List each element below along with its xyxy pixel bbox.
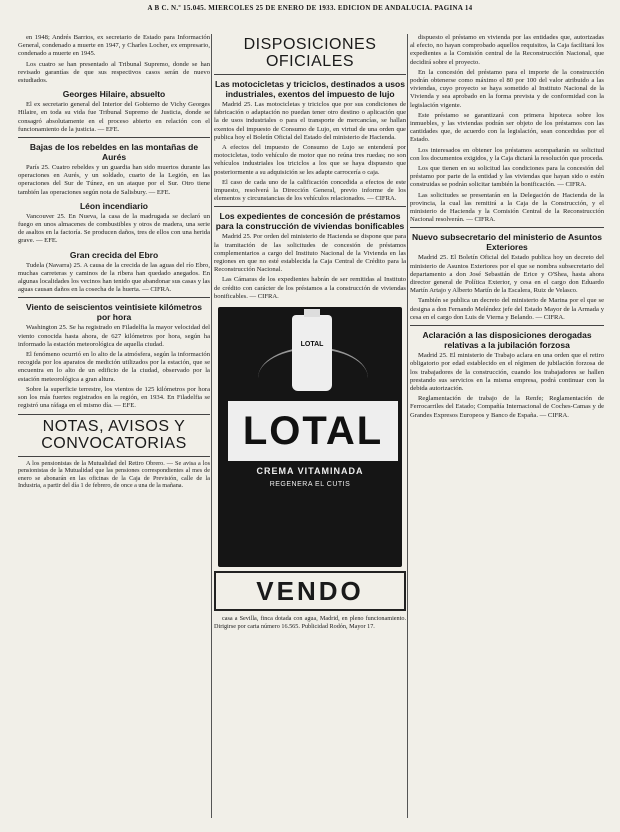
classified-text: casa a Sevilla, finca dotada con agua, Madrid, en pleno funcionamiento. Dirigirse por carta número 16.565. Publicidad Rodón, Mayor 17.: [214, 615, 406, 630]
article-text: El ex secretario general del Interior del Gobierno de Vichy Georges Hilaire, en toda su vida fue Tribunal Supremo de Justicia, donde se consagró absolutamente en el proceso abierto en relación con el funcionamiento de la justicia. — EFE.: [18, 101, 210, 133]
headline: Georges Hilaire, absuelto: [62, 89, 166, 100]
divider: [214, 74, 406, 75]
article-text: Madrid 25. El Boletín Oficial del Estado publica hoy un decreto del ministerio de Asuntos Exteriores por el que se nombra subsecretario del departamento a don José Sebastián de Erice y O'Shea, hasta ahora director general de Política Exterior, y cesa en el cargo don Eduardo Martín Artajo y Alberto Martín de la Escalera, Ruiz de Velasco.: [410, 254, 604, 295]
article-text: Tudela (Navarra) 25. A causa de la crecida de las aguas del río Ebro, muchas carreteras y caminos de la ribera han quedado anegados. En algunas localidades los vecinos han tenido que abandonar sus casas y las aguas causan daños en la cosecha de la huerta. — CIFRA.: [18, 261, 210, 294]
article-text: Sobre la superficie terrestre, los vientos de 125 kilómetros por hora son los más fuertes registrados en la región, en 1934. En Filadelfia se registró una ráfaga en el mismo día. — EFE.: [18, 385, 210, 410]
divider: [18, 297, 210, 298]
article-text: dispuesto el préstamo en vivienda por las entidades que, autorizadas al efecto, no hayan comprobado aquellos requisitos, la Caja facilitará los expedientes a la Comisión central de la Reconstrucción Nacional, que decidirá sobre el proyecto.: [410, 34, 604, 66]
tube-cap: [304, 309, 320, 317]
article-text: Madrid 25. Las motocicletas y triciclos que por sus condiciones de fabricación o adaptación no puedan tener otro destino o aplicación que la de usos industriales o para el transporte de mercancías, se hallan exentos del impuesto de Consumo de Lujo, en virtud de una orden que publica hoy el Boletín Oficial del Estado del ministerio de Hacienda.: [214, 101, 406, 141]
ad-subtagline: REGENERA EL CUTIS: [269, 481, 351, 489]
article-text: Los cuatro se han presentado al Tribunal Supremo, donde se han revisado garantías de que sus respectivos casos serán de nuevo estudiados.: [18, 60, 210, 85]
divider: [18, 137, 210, 138]
article-text: También se publica un decreto del ministerio de Marina por el que se designa a don Fernando Meléndez jefe del Estado Mayor de la Armada y cesa en el cargo don Luis de Vierna y Belando. — CIFRA.: [410, 297, 604, 321]
article-text: En la concesión del préstamo para el importe de la construcción podrán obtenerse como máximo el 80 por 100 del valor atribuido a las viviendas, cuyo proyecto se haya sometido al Instituto Nacional de la Vivienda y sea aprobado en la forma prevista y de conformidad con la legislación vigente.: [410, 68, 604, 109]
classified-title: VENDO: [214, 571, 406, 611]
divider: [410, 227, 604, 228]
ad-brand: LOTAL: [228, 401, 398, 461]
divider: [18, 414, 210, 415]
headline: Nuevo subsecretario del ministerio de Asuntos Exteriores: [411, 232, 603, 253]
cream-tube-image: [292, 315, 332, 391]
divider: [18, 456, 210, 457]
article-text: Las Cámaras de los expedientes habrán de ser remitidas al Instituto de crédito con carácter de los préstamos a la construcción de viviendas bonificables. — CIFRA.: [214, 276, 406, 300]
column-divider: [407, 34, 408, 818]
column-1: [18, 34, 210, 492]
article-text: Los que tienen en su solicitud las condiciones para la concesión del préstamo por parte de la entidad y las viviendas que hayan sido o estén construidas se podrán solicitar también la bonificación. — CIFRA.: [410, 165, 604, 189]
page-header: A B C. N.º 15.045. MIERCOLES 25 DE ENERO DE 1933. EDICION DE ANDALUCIA. PAGINA 14: [147, 4, 473, 12]
divider: [214, 206, 406, 207]
headline: Léon incendiario: [79, 200, 148, 211]
article-text: Las solicitudes se presentarán en la Delegación de Hacienda de la provincia, la cual las remitirá a la Caja de la Construcción, y el ministerio de Hacienda y la Comisión Central de la Reconstrucción Nacional resolverán. — CIFRA.: [410, 191, 604, 224]
article-text: Los interesados en obtener los préstamos acompañarán su solicitud con los documentos exigidos, y la Caja dictará la resolución que proceda.: [410, 146, 604, 162]
divider: [410, 325, 604, 326]
column-2: [214, 34, 406, 632]
article-text: El fenómeno ocurrió en lo alto de la atmósfera, según la información recogida por los aparatos de medición utilizados por la estación, que se encuentra en lo alto de un edificio de la ciudad, observado por la estación meteorológica a gran altura.: [18, 351, 210, 383]
headline: Las motocicletas y triciclos, destinados a usos industriales, exentos del impuesto de lujo: [215, 79, 405, 99]
article-text: A efectos del impuesto de Consumo de Lujo se entenderá por motocicletas, todo vehículo de motor que no reúna tres ruedas; no son vehículos industriales los triciclos a los que se haya dispuesto que posteriormente a su adquisición se les adapte carrocería o caja.: [214, 144, 406, 176]
tube-label: LOTAL: [300, 341, 324, 349]
headline: Los expedientes de concesión de préstamos para la construcción de viviendas bonificables: [215, 211, 405, 232]
headline: Viento de seiscientos veintisiete kilómetros por hora: [25, 302, 203, 323]
headline: Aclaración a las disposiciones derogadas relativas a la jubilación forzosa: [422, 330, 592, 351]
column-3: [410, 34, 604, 422]
article-text: Madrid 25. Por orden del ministerio de Hacienda se dispone que para la tramitación de las solicitudes de concesión de préstamos complementarios a cargo del Instituto Nacional de la Vivienda en las regiones en que no esté establecida la Caja Central de Crédito para la Reconstrucción Nacional.: [214, 233, 406, 274]
article-text: en 1948; Andrés Barrios, ex secretario de Estado para Información General, condenado a muerte en 1947, y Charles Locher, ex empresario, condenado a muerte en 1945.: [18, 34, 210, 58]
ad-tagline: CREMA VITAMINADA: [256, 466, 364, 477]
article-text: A los pensionistas de la Mutualidad del Retiro Obrero. — Se avisa a los pensionistas de la Mutualidad que las pensiones correspondientes al mes de enero se abonarán en las oficinas de la Caja de Previsión, calle de la Industria, a partir del día 1 de febrero, de once a una de la mañana.: [18, 459, 210, 490]
article-text: Vancouver 25. En Nueva, la casa de la madrugada se declaró un fuego en unos almacenes de combustibles y otros de madera, una serie de asaltos en la factoría. Se producen daños, tres de ellos con una herida grave. — EFE.: [18, 212, 210, 245]
article-text: París 25. Cuatro rebeldes y un guardia han sido muertos durante las operaciones en Aurés, y un soldado, cuarto de la Legión, en las operaciones del Sur de Túnez, en un ataque por el Sur. Otro tiene también las operaciones según nota de Salisbury. — EFE.: [18, 164, 210, 196]
article-text: El caso de cada uno de la calificación concedida a efectos de este impuesto, resolverá la Dirección General, previo informe de los elementos y circunstancias de los vehículos relacionados. — CIFRA.: [214, 178, 406, 203]
lotal-advertisement: [218, 307, 402, 567]
headline: Bajas de los rebeldes en las montañas de Aurés: [29, 142, 199, 163]
article-text: Este préstamo se garantizará con primera hipoteca sobre los inmuebles, y las viviendas podrán ser objeto de los préstamos con las cantidades que, de acuerdo con la legislación, sean concedidas por el Estado.: [410, 111, 604, 144]
article-text: Madrid 25. El ministerio de Trabajo aclara en una orden que el retiro obligatorio por edad establecido en el régimen de jubilación forzosa de los trabajadores de la construcción, cuando los trabajadores se hallen prestando sus servicios en la misma empresa, podrá continuar con la debida autorización.: [410, 352, 604, 392]
headline: Gran crecida del Ebro: [69, 249, 159, 260]
article-text: Washington 25. Se ha registrado en Filadelfia la mayor velocidad del viento conocida hasta ahora, de 627 kilómetros por hora, según ha informado la estación meteorológica de aquella ciudad.: [18, 324, 210, 348]
article-text: Reglamentación de trabajo de la Renfe; Reglamentación de Ferrocarriles del Estado; Compañía Internacional de Coches-Camas y de Grandes Expresos Europeos y Banco de España. — CIFRA.: [410, 395, 604, 419]
column-divider: [211, 34, 212, 818]
section-title: DISPOSICIONES OFICIALES: [243, 36, 377, 70]
section-title: NOTAS, AVISOS Y CONVOCATORIAS: [41, 417, 187, 452]
